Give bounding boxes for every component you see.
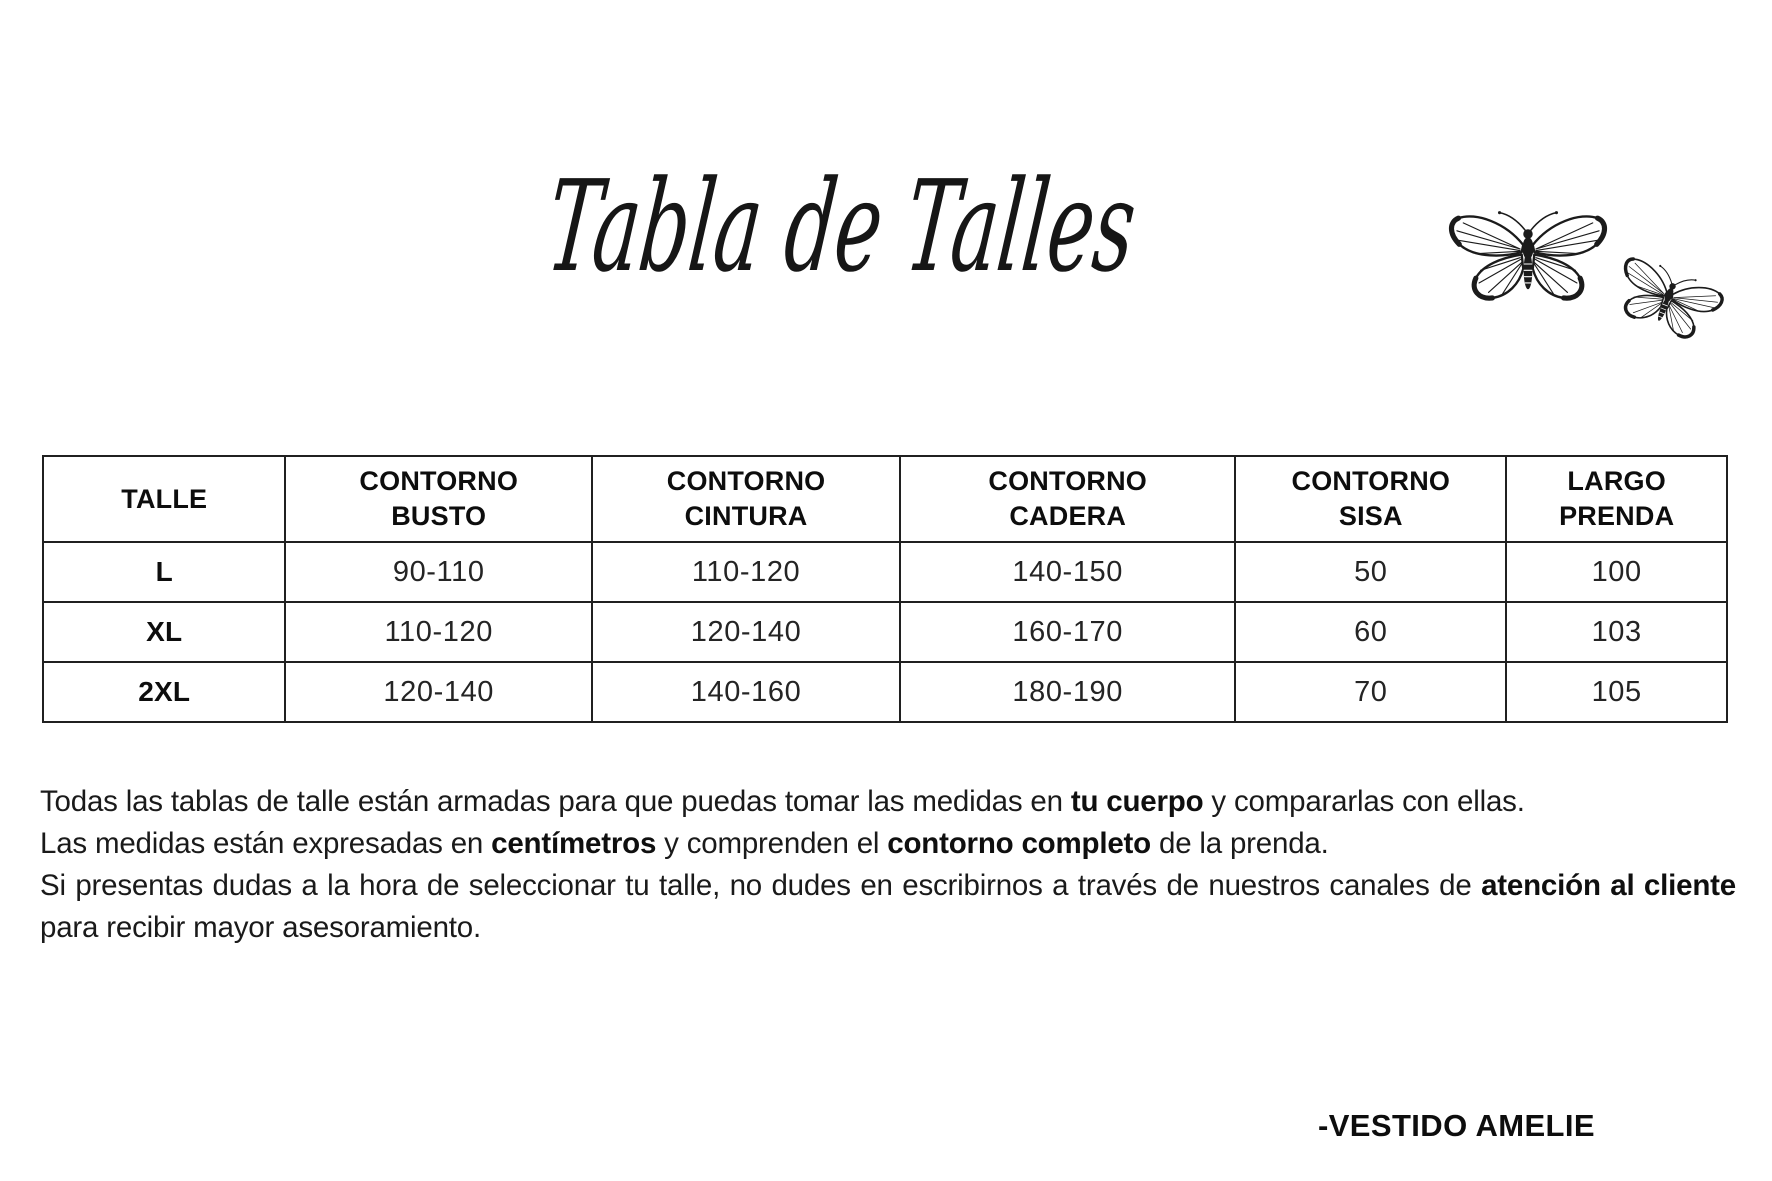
column-header: CONTORNO BUSTO [285, 456, 591, 542]
note-paragraph: Todas las tablas de talle están armadas para que puedas tomar las medidas en tu cuerpo y compararlas con ellas. [40, 785, 1525, 818]
butterfly-small-icon [1609, 253, 1726, 346]
notes-block [40, 781, 1736, 949]
measurement-cell: 105 [1506, 662, 1727, 722]
column-header: CONTORNO SISA [1235, 456, 1506, 542]
table-row [43, 602, 1727, 662]
measurement-cell: 103 [1506, 602, 1727, 662]
note-paragraph: Si presentas dudas a la hora de seleccionar tu talle, no dudes en escribirnos a través de nuestros canales de atención al cliente para recibir mayor asesoramiento. [40, 869, 1736, 944]
measurement-cell: 60 [1235, 602, 1506, 662]
page-title [505, 88, 1506, 353]
measurement-cell: 160-170 [900, 602, 1235, 662]
measurement-cell: 90-110 [285, 542, 591, 602]
size-table-header-row [43, 456, 1727, 542]
note-paragraph: Las medidas están expresadas en centímetros y comprenden el contorno completo de la prenda. [40, 827, 1329, 860]
measurement-cell: 180-190 [900, 662, 1235, 722]
column-header: CONTORNO CADERA [900, 456, 1235, 542]
measurement-cell: 140-160 [592, 662, 900, 722]
measurement-cell: 140-150 [900, 542, 1235, 602]
butterfly-illustrations [1418, 160, 1772, 380]
size-label-cell: L [43, 542, 285, 602]
butterfly-large-icon [1451, 211, 1604, 298]
measurement-cell: 50 [1235, 542, 1506, 602]
column-header: TALLE [43, 456, 285, 542]
measurement-cell: 100 [1506, 542, 1727, 602]
size-label-cell: 2XL [43, 662, 285, 722]
column-header: CONTORNO CINTURA [592, 456, 900, 542]
measurement-cell: 120-140 [592, 602, 900, 662]
column-header: LARGO PRENDA [1506, 456, 1727, 542]
measurement-cell: 120-140 [285, 662, 591, 722]
table-row [43, 662, 1727, 722]
size-table [42, 455, 1728, 723]
product-signature: -VESTIDO AMELIE [1318, 1108, 1595, 1143]
size-label-cell: XL [43, 602, 285, 662]
page-title-text: Tabla de Talles [540, 153, 1506, 300]
measurement-cell: 70 [1235, 662, 1506, 722]
measurement-cell: 110-120 [285, 602, 591, 662]
measurement-cell: 110-120 [592, 542, 900, 602]
table-row [43, 542, 1727, 602]
